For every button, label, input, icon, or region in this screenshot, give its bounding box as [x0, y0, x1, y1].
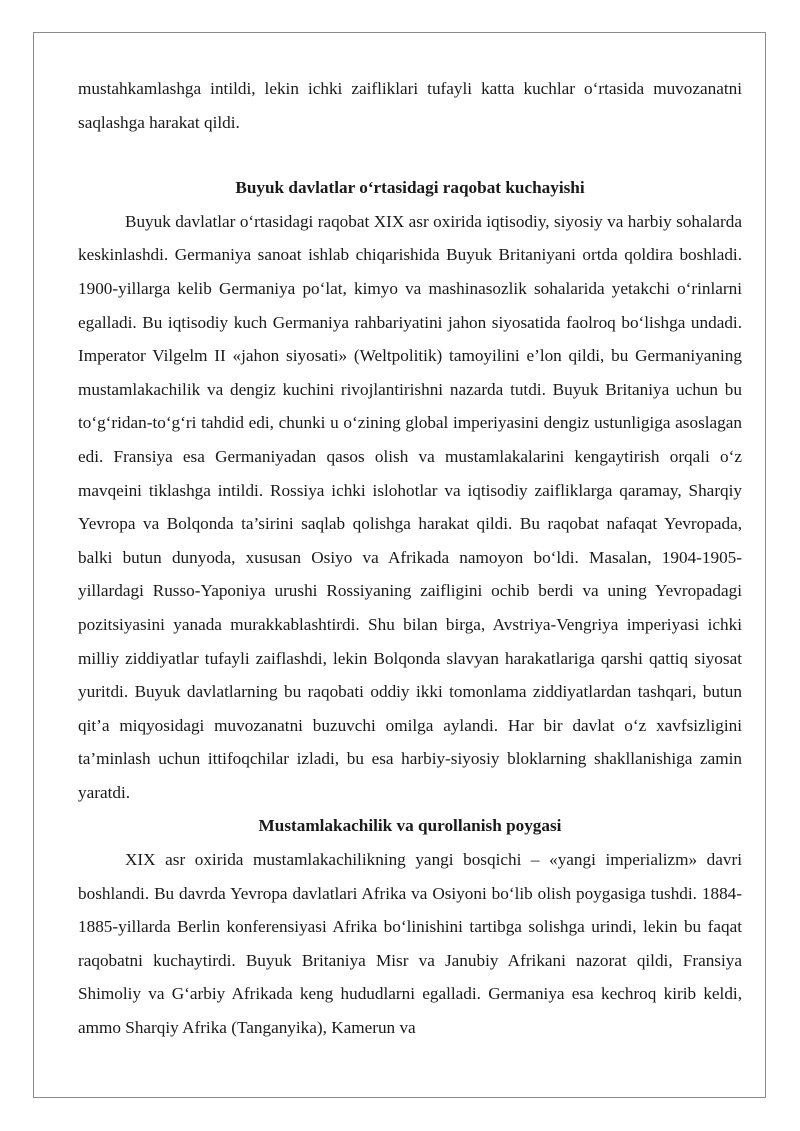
intro-paragraph: mustahkamlashga intildi, lekin ichki zaifliklari tufayli katta kuchlar o‘rtasida muvozanatni saqlashga harakat qildi.: [78, 79, 742, 132]
section-heading-colonialism: Mustamlakachilik va qurollanish poygasi: [258, 816, 562, 836]
document-body: [78, 72, 742, 1045]
section-heading-rivalry: Buyuk davlatlar o‘rtasidagi raqobat kuchayishi: [235, 178, 585, 198]
section-paragraph-rivalry: Buyuk davlatlar o‘rtasidagi raqobat XIX asr oxirida iqtisodiy, siyosiy va harbiy sohalarda keskinlashdi. Germaniya sanoat ishlab chiqarishida Buyuk Britaniyani ortda qoldira boshladi. 1900-yillarga kelib Germaniya po‘lat, kimyo va mashinasozlik sohalarida yetakchi o‘rinlarni egalladi. Bu iqtisodiy kuch Germaniya rahbariyatini jahon siyosatida faolroq bo‘lishga undadi. Imperator Vilgelm II «jahon siyosati» (Weltpolitik) tamoyilini e’lon qildi, bu Germaniyaning mustamlakachilik va dengiz kuchini rivojlantirishni nazarda tutdi. Buyuk Britaniya uchun bu to‘g‘ridan-to‘g‘ri tahdid edi, chunki u o‘zining global imperiyasini dengiz ustunligiga asoslagan edi. Fransiya esa Germaniyadan qasos olish va mustamlakalarini kengaytirish orqali o‘z mavqeini tiklashga intildi. Rossiya ichki islohotlar va iqtisodiy zaifliklarga qaramay, Sharqiy Yevropa va Bolqonda ta’sirini saqlab qolishga harakat qildi. Bu raqobat nafaqat Yevropada, balki butun dunyoda, xususan Osiyo va Afrikada namoyon bo‘ldi. Masalan, 1904-1905-yillardagi Russo-Yaponiya urushi Rossiyaning zaifligini ochib berdi va uning Yevropadagi pozitsiyasini yanada murakkablashtirdi. Shu bilan birga, Avstriya-Vengriya imperiyasi ichki milliy ziddiyatlar tufayli zaiflashdi, lekin Bolqonda slavyan harakatlariga qarshi qattiq siyosat yuritdi. Buyuk davlatlarning bu raqobati oddiy ikki tomonlama ziddiyatlardan tashqari, butun qit’a miqyosidagi muvozanatni buzuvchi omilga aylandi. Har bir davlat o‘z xavfsizligini ta’minlash uchun ittifoqchilar izladi, bu esa harbiy-siyosiy bloklarning shakllanishiga zamin yaratdi.: [78, 211, 742, 802]
section-paragraph-colonialism: XIX asr oxirida mustamlakachilikning yangi bosqichi – «yangi imperializm» davri boshlandi. Bu davrda Yevropa davlatlari Afrika va Osiyoni bo‘lib olish poygasiga tushdi. 1884-1885-yillarda Berlin konferensiyasi Afrika bo‘linishini tartibga solishga urindi, lekin bu faqat raqobatni kuchaytirdi. Buyuk Britaniya Misr va Janubiy Afrikani nazorat qildi, Fransiya Shimoliy va G‘arbiy Afrikada keng hududlarni egalladi. Germaniya esa kechroq kirib keldi, ammo Sharqiy Afrika (Tanganyika), Kamerun va: [78, 850, 742, 1038]
section-gap: [78, 139, 742, 171]
